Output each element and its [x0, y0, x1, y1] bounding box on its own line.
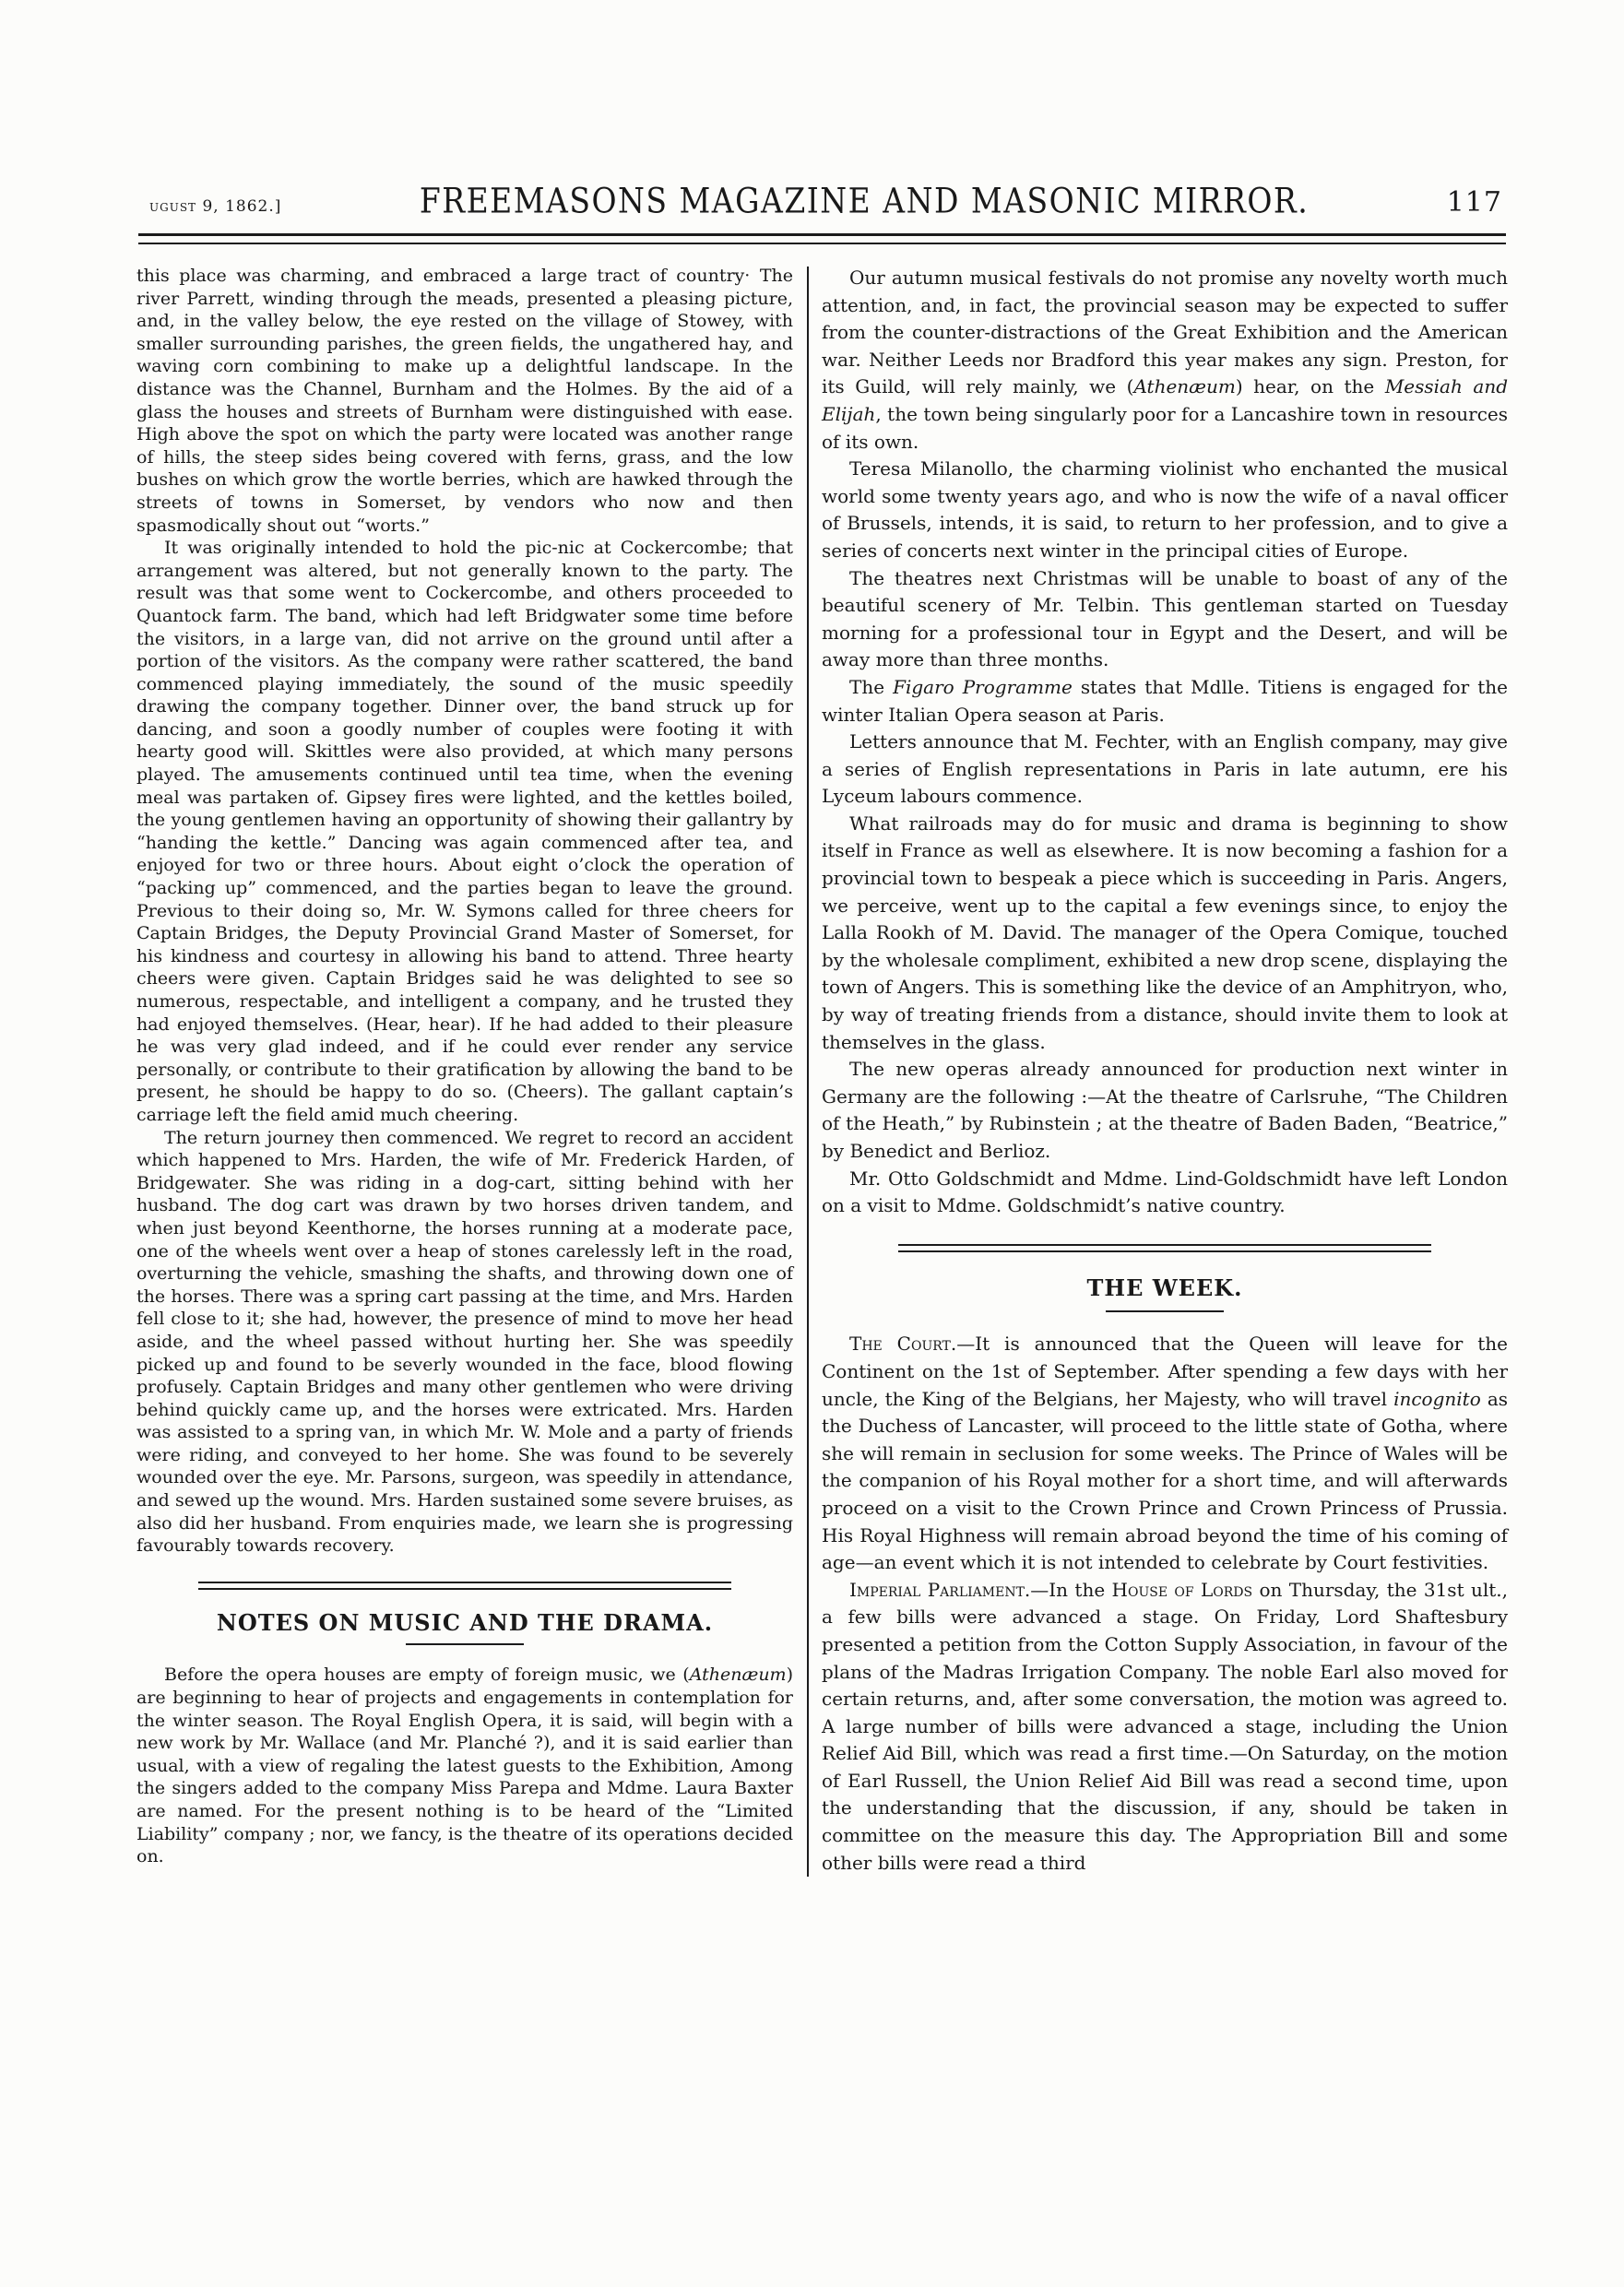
article-paragraph: The Figaro Programme states that Mdlle. Titiens is engaged for the winter Italian Opera season at Paris. [822, 675, 1509, 726]
section-heading-the-week: THE WEEK. [1086, 1274, 1243, 1301]
heading-underline-rule [406, 1643, 524, 1645]
article-paragraph: Teresa Milanollo, the charming violinist who enchanted the musical world some twenty years ago, and who is now the wife of a naval officer of Brussels, intends, it is said, to return to her profession, and to give a series of concerts next winter in the principal cities of Europe. [822, 457, 1508, 562]
article-paragraph: this place was charming, and embraced a large tract of country· The river Parrett, winding through the meads, presented a pleasing picture, and, in the valley below, the eye rested on the village of Stowey, with smaller surrounding parishes, the green fields, the ungathered hay, and waving corn combining to make up a delightful landscape. In the distance was the Channel, Burnham and the Holmes. By the aid of a glass the houses and streets of Burnham were distinguished with ease. High above the spot on which the party were located was another range of hills, the steep sides being covered with ferns, grass, and the low bushes on which grow the wortle berries, which are hawked through the streets of towns in Somerset, by vendors who now and then spasmodically shout out “worts.” [136, 266, 793, 536]
page-header [136, 180, 1508, 233]
section-divider-rule [898, 1244, 1431, 1252]
article-paragraph: Our autumn musical festivals do not promise any novelty worth much attention, and, in fact, the provincial season may be expected to suffer from the counter-distractions of the Great Exhibition and the American war. Neither Leeds nor Bradford this year makes any sign. Preston, for its Guild, will rely mainly, we (Athenæum) hear, on the Messiah and Elijah, the town being singularly poor for a Lancashire town in resources of its own. [822, 267, 1508, 453]
article-paragraph: Before the opera houses are empty of foreign music, we (Athenæum) are beginning to hear of projects and engagements in contemplation for the winter season. The Royal English Opera, it is said, will begin with a new work by Mr. Wallace (and Mr. Planché ?), and it is said earlier than usual, with a view of regaling the latest guests to the Exhibition, Among the singers added to the company Miss Parepa and Mdme. Laura Baxter are named. For the present nothing is to be heard of the “Limited Liability” company ; nor, we fancy, is the theatre of its operations decided on. [136, 1665, 793, 1867]
section-heading-music-drama: NOTES ON MUSIC AND THE DRAMA. [216, 1608, 714, 1636]
right-column [822, 265, 1508, 1877]
article-paragraph: The new operas already announced for production next winter in Germany are the following :—At the theatre of Carlsruhe, “The Children of the Heath,” by Rubinstein ; at the theatre of Baden Baden, “Beatrice,” by Benedict and Berlioz. [822, 1058, 1508, 1162]
left-column [136, 265, 793, 1877]
article-paragraph: What railroads may do for music and drama is beginning to show itself in France as well as elsewhere. It is now becoming a fashion for a provincial town to bespeak a piece which is succeeding in Paris. Angers, we perceive, went up to the capital a few evenings since, to enjoy the Lalla Rookh of M. David. The manager of the Opera Comique, touched by the wholesale compliment, exhibited a new drop scene, displaying the town of Angers. This is something like the device of an Amphitryon, who, by way of treating friends from a distance, should invite them to look at themselves in the glass. [822, 812, 1508, 1053]
article-paragraph: The Court.—It is announced that the Queen will leave for the Continent on the 1st of September. After spending a few days with her uncle, the King of the Belgians, her Majesty, who will travel incognito as the Duchess of Lancaster, will proceed to the little state of Gotha, where she will remain in seclusion for some weeks. The Prince of Wales will be the companion of his Royal mother for a short time, and will afterwards proceed on a visit to the Crown Prince and Crown Princess of Prussia. His Royal Highness will remain abroad beyond the time of his coming of age—an event which it is not intended to celebrate by Court festivities. [822, 1333, 1509, 1574]
magazine-title: FREEMASONS MAGAZINE AND MASONIC MIRROR. [419, 180, 1310, 221]
article-paragraph: It was originally intended to hold the pic-nic at Cockercombe; that arrangement was altered, but not generally known to the party. The result was that some went to Cockercombe, and others proceeded to Quantock farm. The band, which had left Bridgwater some time before the visitors, in a large van, did not arrive on the ground until after a portion of the visitors. As the company were rather scattered, the band commenced playing immediately, the sound of the music speedily drawing the company together. Dinner over, the band struck up for dancing, and soon a goodly number of couples were footing it with hearty good will. Skittles were also provided, at which many persons played. The amusements continued until tea time, when the evening meal was partaken of. Gipsey fires were lighted, and the kettles boiled, the young gentlemen having an opportunity of showing their gallantry by “handing the kettle.” Dancing was again commenced after tea, and enjoyed for two or three hours. About eight o’clock the operation of “packing up” commenced, and the parties began to leave the ground. Previous to their doing so, Mr. W. Symons called for three cheers for Captain Bridges, the Deputy Provincial Grand Master of Somerset, for his kindness and courtesy in allowing his band to attend. Three hearty cheers were given. Captain Bridges said he was delighted to see so numerous, respectable, and intelligent a company, and he trusted they had enjoyed themselves. (Hear, hear). If he had added to their pleasure he was very glad indeed, and if he could ever render any service personally, or contribute to their gratification by allowing the band to be present, he should be happy to do so. (Cheers). The gallant captain’s carriage left the field amid much cheering. [136, 538, 793, 1125]
column-divider [807, 267, 809, 1877]
header-date: ugust 9, 1862.] [149, 197, 282, 216]
page-number: 117 [1446, 186, 1502, 219]
section-divider-rule [198, 1582, 731, 1590]
article-paragraph: The theatres next Christmas will be unable to boast of any of the beautiful scenery of Mr. Telbin. This gentleman started on Tuesday morning for a professional tour in Egypt and the Desert, and will be away more than three months. [822, 566, 1508, 671]
header-rule [138, 233, 1506, 244]
article-paragraph: The return journey then commenced. We regret to record an accident which happened to Mrs. Harden, the wife of Mr. Frederick Harden, of Bridgewater. She was riding in a dog-cart, sitting behind with her husband. The dog cart was drawn by two horses driven tandem, and when just beyond Keenthorne, the horses running at a moderate pace, one of the wheels went over a heap of stones carelessly left in the road, overturning the vehicle, smashing the shafts, and throwing down one of the horses. There was a spring cart passing at the time, and Mrs. Harden fell close to it; she had, however, the presence of mind to move her head aside, and the wheel passed without hurting her. She was speedily picked up and found to be severly wounded in the face, blood flowing profusely. Captain Bridges and many other gentlemen who were driving behind quickly came up, and the horses were extricated. Mrs. Harden was assisted to a spring van, in which Mr. W. Mole and a party of friends were riding, and conveyed to her home. She was found to be severely wounded over the eye. Mr. Parsons, surgeon, was speedily in attendance, and sewed up the wound. Mrs. Harden sustained some severe bruises, as also did her husband. From enquiries made, we learn she is progressing favourably towards recovery. [136, 1127, 793, 1557]
columns [136, 265, 1508, 1877]
article-paragraph: Imperial Parliament.—In the House of Lords on Thursday, the 31st ult., a few bills were advanced a stage. On Friday, Lord Shaftesbury presented a petition from the Cotton Supply Association, in favour of the plans of the Madras Irrigation Company. The noble Earl also moved for certain returns, and, after some conversation, the motion was agreed to. A large number of bills were advanced a stage, including the Union Relief Aid Bill, which was read a first time.—On Saturday, on the motion of Earl Russell, the Union Relief Aid Bill was read a second time, upon the understanding that the discussion, if any, should be taken in committee on the measure this day. The Appropriation Bill and some other bills were read a third [822, 1578, 1508, 1874]
heading-underline-rule [1106, 1310, 1224, 1312]
article-paragraph: Letters announce that M. Fechter, with an English company, may give a series of English representations in Paris in late autumn, ere his Lyceum labours commence. [822, 730, 1508, 808]
article-paragraph: Mr. Otto Goldschmidt and Mdme. Lind-Goldschmidt have left London on a visit to Mdme. Goldschmidt’s native country. [822, 1167, 1508, 1217]
